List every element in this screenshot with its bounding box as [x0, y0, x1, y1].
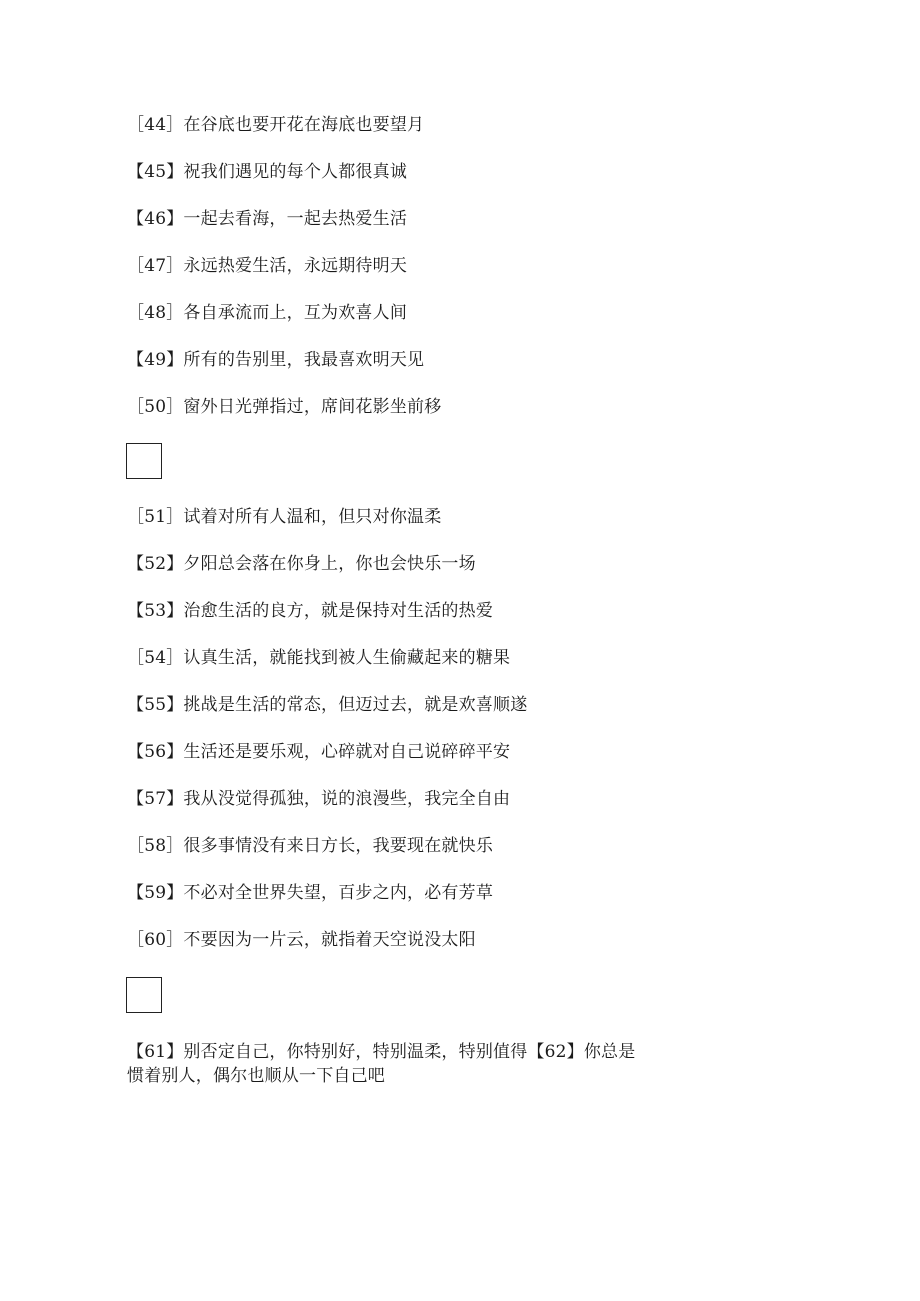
quote-line-54: ［54］认真生活，就能找到被人生偷藏起来的糖果 — [127, 648, 511, 668]
quote-line-55: 【55】挑战是生活的常态，但迈过去，就是欢喜顺遂 — [127, 695, 528, 715]
quote-line-58: ［58］很多事情没有来日方长，我要现在就快乐 — [127, 836, 494, 856]
empty-box-placeholder — [126, 443, 162, 479]
quote-line-56: 【56】生活还是要乐观，心碎就对自己说碎碎平安 — [127, 742, 511, 762]
quote-line-57: 【57】我从没觉得孤独，说的浪漫些，我完全自由 — [127, 789, 511, 809]
quote-line-45: 【45】祝我们遇见的每个人都很真诚 — [127, 162, 408, 182]
quote-paragraph-61-62: 【61】别否定自己，你特别好，特别温柔，特别值得【62】你总是惯着别人，偶尔也顺从一下自己吧 — [127, 1042, 636, 1086]
quote-line-49: 【49】所有的告别里，我最喜欢明天见 — [127, 350, 425, 370]
quote-line-47: ［47］永远热爱生活，永远期待明天 — [127, 256, 408, 276]
quote-line-48: ［48］各自承流而上，互为欢喜人间 — [127, 303, 408, 323]
empty-box-placeholder — [126, 977, 162, 1013]
quote-line-44: ［44］在谷底也要开花在海底也要望月 — [127, 115, 425, 135]
quote-line-52: 【52】夕阳总会落在你身上，你也会快乐一场 — [127, 554, 476, 574]
quote-line-60: ［60］不要因为一片云，就指着天空说没太阳 — [127, 930, 476, 950]
quote-line-51: ［51］试着对所有人温和，但只对你温柔 — [127, 507, 442, 527]
quote-line-59: 【59】不必对全世界失望，百步之内，必有芳草 — [127, 883, 494, 903]
quote-line-50: ［50］窗外日光弹指过，席间花影坐前移 — [127, 397, 442, 417]
quote-line-46: 【46】一起去看海，一起去热爱生活 — [127, 209, 408, 229]
quote-line-53: 【53】治愈生活的良方，就是保持对生活的热爱 — [127, 601, 494, 621]
